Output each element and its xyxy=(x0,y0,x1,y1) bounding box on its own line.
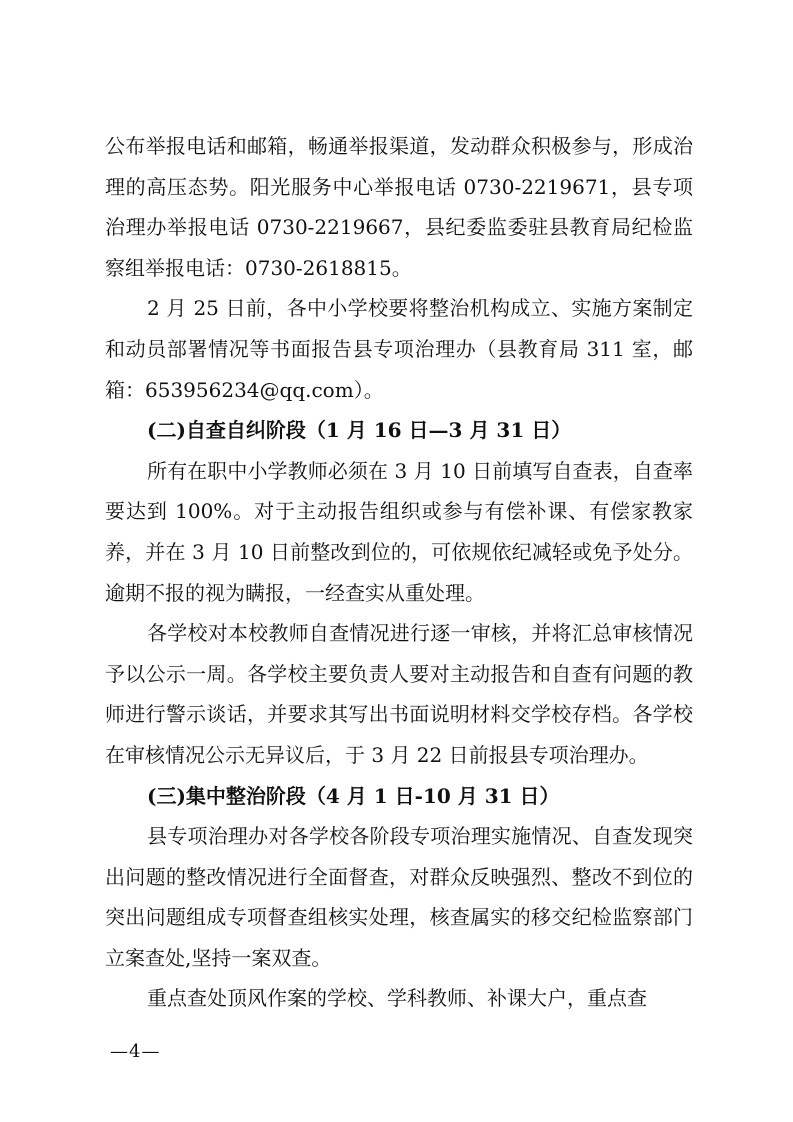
paragraph-key-investigation: 重点查处顶风作案的学校、学科教师、补课大户，重点查 xyxy=(147,986,647,1011)
paragraph-reporting-channels: 公布举报电话和邮箱，畅通举报渠道，发动群众积极参与，形成治理的高压态势。阳光服务中心举报电话 0730-2219671，县专项治理办举报电话 0730-2219667，县纪委监委驻县教育局纪检监察组举报电话：0730-2618815。 xyxy=(105,134,693,280)
paragraph-supervision: 县专项治理办对各学校各阶段专项治理实施情况、自查发现突出问题的整改情况进行全面督查，对群众反映强烈、整改不到位的突出问题组成专项督查组核实处理，核查属实的移交纪检监察部门立案查处,坚持一案双查。 xyxy=(105,824,693,970)
section-heading-rectification: (三)集中整治阶段（4 月 1 日-10 月 31 日） xyxy=(147,783,560,808)
document-body xyxy=(105,126,693,1019)
paragraph-school-review: 各学校对本校教师自查情况进行逐一审核，并将汇总审核情况予以公示一周。各学校主要负责人要对主动报告和自查有问题的教师进行警示谈话，并要求其写出书面说明材料交学校存档。各学校在审核情况公示无异议后，于 3 月 22 日前报县专项治理办。 xyxy=(105,621,693,767)
page-number: —4— xyxy=(110,1041,161,1062)
paragraph-self-inspection-form: 所有在职中小学教师必须在 3 月 10 日前填写自查表，自查率要达到 100%。对于主动报告组织或参与有偿补课、有偿家教家养，并在 3 月 10 日前整改到位的，可依规依纪减轻或免予处分。逾期不报的视为瞒报，一经查实从重处理。 xyxy=(105,458,693,605)
paragraph-report-deadline: 2 月 25 日前，各中小学校要将整治机构成立、实施方案制定和动员部署情况等书面报告县专项治理办（县教育局 311 室，邮箱：653956234@qq.com）。 xyxy=(105,296,693,402)
section-heading-self-inspection: (二)自查自纠阶段（1 月 16 日—3 月 31 日） xyxy=(147,418,572,443)
